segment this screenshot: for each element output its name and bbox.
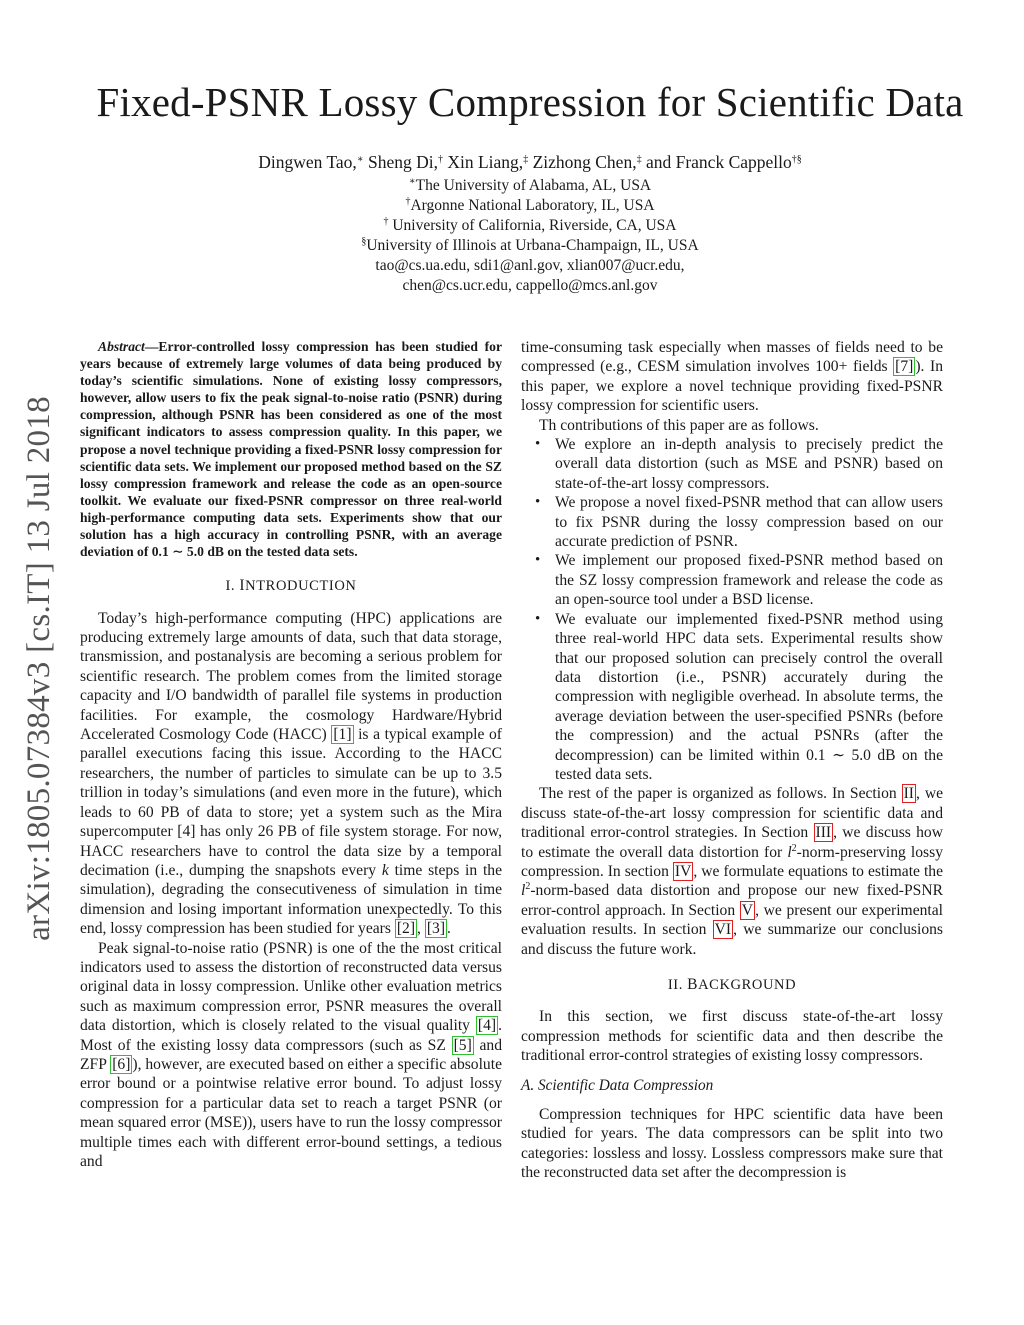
citation-link[interactable]: [7] — [895, 358, 914, 376]
intro-paragraph-1 — [80, 609, 502, 939]
section-link[interactable]: II — [903, 785, 914, 803]
math-var: k — [381, 861, 389, 879]
affiliation-mark: † — [405, 196, 411, 207]
affiliation-mark: ∗ — [408, 176, 416, 187]
text-run: , — [417, 920, 425, 938]
arxiv-stamp — [8, 378, 70, 958]
text-run: Peak signal-to-noise ratio (PSNR) is one of the the most critical indicators used to assess the distortion of reconstructed data versus original data in lossy compression. Unlike other evaluation metrics such as maximum compression error, PSNR measures the overall data distortion, which is closely related to the visual quality — [80, 939, 502, 1035]
section-initial: I — [239, 577, 246, 595]
affiliation-mark: † — [383, 216, 389, 227]
text-run: ). In this paper, we explore a novel technique providing fixed-PSNR lossy compression for scientific users. — [521, 358, 944, 415]
left-column — [80, 338, 502, 1171]
section-link[interactable]: IV — [674, 862, 692, 880]
affiliation — [60, 236, 1000, 256]
section-title-rest: NTRODUCTION — [245, 578, 357, 595]
section-link[interactable]: VI — [714, 921, 732, 939]
bullet-icon: • — [535, 494, 541, 511]
affiliation-mark: § — [361, 236, 367, 247]
text-run: and ZFP — [80, 1036, 502, 1073]
bullet-icon: • — [535, 552, 541, 569]
affiliation-text: The University of Alabama, AL, USA — [415, 177, 652, 194]
text-run: . Most of the existing lossy data compressors (such as SZ — [80, 1017, 502, 1054]
text-run: The rest of the paper is organized as follows. In Section — [539, 785, 902, 803]
text-run: , we summarize our conclusions and discuss the future work. — [521, 921, 943, 958]
citation-link[interactable]: [1] — [333, 726, 352, 744]
math-var: l — [787, 843, 792, 861]
math-var: l — [521, 882, 526, 900]
subsection-heading: A. Scientific Data Compression — [521, 1076, 714, 1094]
affiliation-text: University of California, Riverside, CA, USA — [388, 217, 677, 234]
right-column — [521, 338, 943, 1183]
citation-link[interactable]: [6] — [112, 1055, 131, 1073]
section-heading-introduction — [80, 576, 502, 596]
author-mark: ‡ — [523, 154, 529, 165]
affiliation — [60, 176, 1000, 196]
author: and Franck Cappello — [645, 152, 792, 172]
section-number: II. — [667, 977, 688, 993]
list-item-text: We propose a novel fixed-PSNR method that can allow users to fix PSNR during the lossy compression based on our accurate prediction of PSNR. — [555, 494, 943, 551]
text-run: -norm-based data distortion and propose our new fixed-PSNR error-control approach. In Section — [521, 882, 943, 919]
author-list — [60, 152, 1000, 173]
paper-title: Fixed-PSNR Lossy Compression for Scientific Data — [96, 79, 964, 125]
contributions-intro: Th contributions of this paper are as follows. — [539, 416, 819, 434]
author: Zizhong Chen, — [532, 152, 637, 172]
text-run: is a typical example of parallel executions facing this issue. According to the HACC researchers, the number of particles to simulate can be up to 3.5 trillion in today’s simulations (and even more in the future), which leads to 60 PB of data to store; yet a system such as the Mira supercomputer [4] has only 26 PB of file system storage. For now, HACC researchers have to control the data size by a temporal decimation (i.e., dumping the snapshots every — [80, 726, 502, 879]
author: Dingwen Tao, — [258, 152, 357, 172]
intro-paragraph-2 — [80, 939, 502, 1172]
text-run: . — [447, 920, 451, 938]
arxiv-id: arXiv:1805.07384v3 [cs.IT] 13 Jul 2018 — [20, 395, 57, 941]
text-run: Today’s high-performance computing (HPC) applications are producing extremely large amounts of data, such that data storage, transmission, and postanalysis are becoming a serious problem for scientific research. The problem comes from the limited storage capacity and I/O bandwidth of parallel file systems in production facilities. For example, the cosmology Hardware/Hybrid Accelerated Cosmology Code (HACC) — [80, 609, 502, 744]
math-superscript: 2 — [525, 881, 531, 893]
section-link[interactable]: V — [741, 901, 754, 919]
list-item — [521, 435, 943, 493]
author: Xin Liang, — [447, 152, 524, 172]
list-item — [521, 551, 943, 609]
author-mark: ∗ — [356, 154, 364, 165]
section-number: I. — [225, 578, 240, 595]
citation-link[interactable]: [4] — [477, 1017, 497, 1035]
contributions-list — [521, 435, 943, 784]
text-run: time steps in the simulation), degrading the consecutiveness of simulation in time dimension and losing important information unexpectedly. To this end, lossy compression has been studied for years — [80, 861, 502, 938]
text-run: , we formulate equations to estimate the — [693, 862, 944, 880]
list-item-text: We implement our proposed fixed-PSNR method based on the SZ lossy compression framework and release the code as an open-source tool under a BSD license. — [555, 552, 943, 609]
affiliation-text: Argonne National Laboratory, IL, USA — [410, 197, 655, 214]
affiliation-text: University of Illinois at Urbana-Champaign, IL, USA — [366, 237, 699, 254]
text-run: -norm-preserving lossy compression. In section — [521, 843, 943, 880]
abstract-label: Abstract — [98, 339, 145, 354]
affiliation — [60, 196, 1000, 216]
background-paragraph: In this section, we first discuss state-of-the-art lossy compression methods for scientific data and then describe the traditional error-control strategies of existing lossy compressors. — [521, 1008, 943, 1065]
text-run: , we discuss how to estimate the overall data distortion for — [521, 824, 943, 861]
text-run: time-consuming task especially when masses of fields need to be compressed (e.g., CESM simulation involves 100+ fields — [521, 339, 943, 376]
organization-paragraph — [521, 784, 943, 959]
citation-link[interactable]: [3] — [426, 920, 446, 938]
author-mark: †§ — [791, 154, 802, 165]
list-item-text: We explore an in-depth analysis to precisely predict the overall data distortion (such as MSE and PSNR) based on state-of-the-art lossy compressors. — [555, 436, 943, 492]
bullet-icon: • — [535, 610, 541, 627]
section-link[interactable]: III — [815, 824, 832, 842]
citation-link[interactable]: [5] — [453, 1036, 472, 1054]
section-initial: B — [687, 976, 699, 993]
list-item — [521, 610, 943, 785]
list-item — [521, 493, 943, 551]
email-line: tao@cs.ua.edu, sdi1@anl.gov, xlian007@ucr.edu, — [375, 257, 685, 274]
bullet-icon: • — [535, 436, 541, 453]
author-mark: † — [437, 154, 443, 165]
abstract-text: —Error-controlled lossy compression has been studied for years because of extremely large volumes of data being produced by today’s scientific simulations. None of existing lossy compressors, however, allow users to fix the peak signal-to-noise ratio (PSNR) during compression, although PSNR has been considered as one of the most significant indicators to assess compression quality. In this paper, we propose a novel technique providing a fixed-PSNR lossy compression for scientific data sets. We implement our proposed method based on the SZ lossy compression framework and release the code as an open-source toolkit. We evaluate our fixed-PSNR compressor on three real-world high-performance computing data sets. Experiments show that our solution has a high accuracy in controlling PSNR, with an average deviation of 0.1 ∼ 5.0 dB on the tested data sets. — [80, 339, 502, 560]
author-mark: ‡ — [636, 154, 642, 165]
text-run: , we discuss state-of-the-art lossy compression for scientific data and traditional error-control strategies. In Section — [521, 785, 944, 842]
list-item-text: We evaluate our implemented fixed-PSNR method using three real-world HPC data sets. Experimental results show that our proposed solution can precisely control the overall data distortion (i.e., PSNR) accurately during the compression with negligible overhead. In absolute terms, the average deviation between the user-specified PSNRs (before the compression) and the actual PSNRs (after the decompression) can be limited within 0.1 ∼ 5.0 dB on the tested data sets. — [555, 610, 943, 783]
math-superscript: 2 — [791, 842, 797, 854]
data-compression-paragraph: Compression techniques for HPC scientific data have been studied for years. The data compressors can be split into two categories: lossless and lossy. Lossless compressors make sure that the reconstructed data set after the decompression is — [521, 1106, 943, 1182]
intro-paragraph-3 — [521, 338, 943, 416]
affiliation — [60, 216, 1000, 236]
text-run: , we present our experimental evaluation results. In section — [521, 901, 943, 939]
section-heading-background — [521, 975, 943, 995]
section-title-rest: ACKGROUND — [698, 977, 797, 993]
abstract — [80, 338, 502, 560]
text-run: ), however, are executed based on either a specific absolute error bound or a pointwise relative error bound. To adjust lossy compression for a particular data set to reach a target PSNR (or mean squared error (MSE)), users have to run the lossy compressor multiple times each with different error-bound settings, a tedious and — [80, 1055, 502, 1170]
author: Sheng Di, — [367, 152, 438, 172]
email-line: chen@cs.ucr.edu, cappello@mcs.anl.gov — [402, 277, 658, 294]
citation-link[interactable]: [2] — [396, 920, 416, 938]
